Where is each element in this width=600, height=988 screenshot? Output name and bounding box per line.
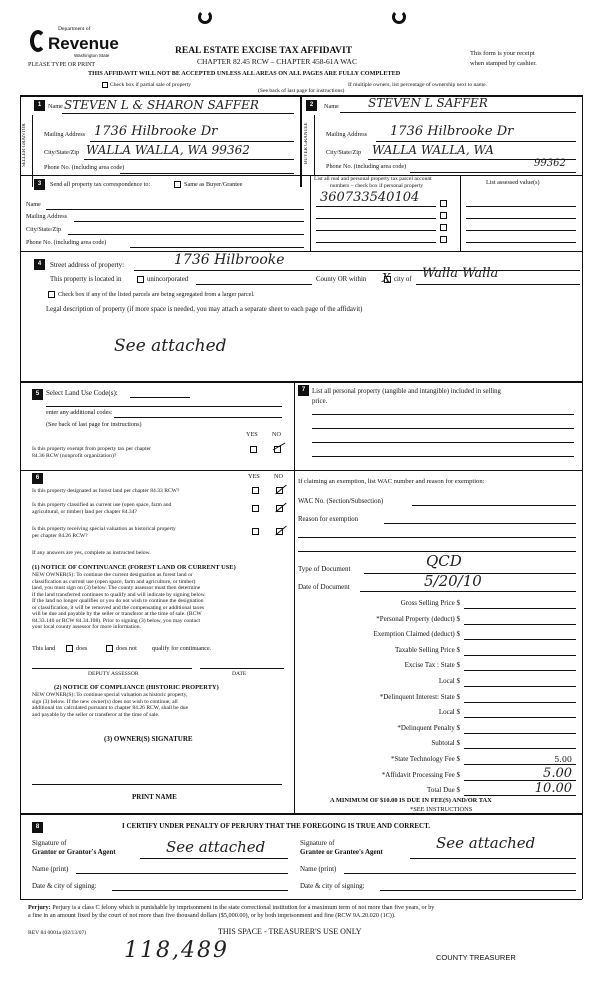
located-in-label: This property is located in xyxy=(50,276,122,283)
tax-row-label: Exemption Claimed (deduct) $ xyxy=(373,630,460,638)
this-land-label: This land xyxy=(32,645,56,652)
buyer-phone-label: Phone No. (including area code) xyxy=(326,163,407,170)
deputy-date-label: DATE xyxy=(232,671,247,677)
street-address-value: 1736 Hilbrooke xyxy=(174,252,285,268)
seller-name-label: Name xyxy=(48,103,63,110)
receipt-note-1: This form is your receipt xyxy=(470,50,535,57)
property-city-value: Walla Walla xyxy=(422,266,499,281)
tax-row-line xyxy=(464,608,576,609)
personal-property-label-2: price. xyxy=(312,398,328,405)
corr-name-label: Name xyxy=(26,201,41,208)
land-use-yes-header: YES xyxy=(246,431,258,438)
parcels-header-2: numbers – check box if personal property xyxy=(330,183,424,189)
same-as-buyer-checkbox[interactable] xyxy=(174,181,181,188)
seller-address-label: Mailing Address xyxy=(44,131,86,138)
assessed-header: List assessed value(s) xyxy=(486,179,540,186)
forest-if-yes: If any answers are yes, complete as instructed below. xyxy=(32,550,151,556)
personal-property-label-1: List all personal property (tangible and intangible) included in selling xyxy=(312,388,501,395)
tax-row-value[interactable]: 5.00 xyxy=(543,766,572,781)
grantor-signature-value: See attached xyxy=(166,838,266,856)
notice-compliance-body xyxy=(32,692,188,718)
does-checkbox[interactable] xyxy=(66,645,73,652)
seller-address-value: 1736 Hilbrooke Dr xyxy=(94,124,218,139)
buyer-address-value: 1736 Hilbrooke Dr xyxy=(390,124,514,139)
owner-signature-label: (3) OWNER(S) SIGNATURE xyxy=(104,735,193,743)
tax-row-line xyxy=(464,748,576,749)
qualify-label: qualify for continuance. xyxy=(152,645,212,652)
city-of-label: city of xyxy=(394,276,412,283)
tax-row-line xyxy=(464,702,576,703)
tax-row-label: *Affidavit Processing Fee $ xyxy=(381,771,460,779)
segregated-checkbox[interactable] xyxy=(48,291,55,298)
notice2-line: and payable by the seller or transferor at the time of sale. xyxy=(32,711,160,718)
grantor-signature-of: Signature of xyxy=(32,839,67,847)
treasurer-space-label: THIS SPACE - TREASURER'S USE ONLY xyxy=(218,927,362,936)
notice1-line: if the land transferred continues to qualify and will indicate by signing below. xyxy=(32,591,206,598)
buyer-side-label: BUYER GRANTEE xyxy=(304,122,309,164)
parcels-header-1: List all real and personal property tax parcel account xyxy=(314,176,432,182)
seller-phone-label: Phone No. (including area code) xyxy=(44,164,125,171)
section-1-badge: 1 xyxy=(34,100,45,111)
parcel-1-checkbox[interactable] xyxy=(440,200,447,207)
segregated-label: Check box if any of the listed parcels are being segregated from a larger parcel. xyxy=(58,291,255,298)
logo-dept-big: Revenue xyxy=(48,34,119,53)
forest-q2-line-2: agricultural, or timber) land per chapter 84.34? xyxy=(32,509,137,515)
grantee-signature-of: Signature of xyxy=(300,839,335,847)
notice2-line: additional tax calculated pursuant to chapter 84.26 RCW, shall be due xyxy=(32,705,189,712)
seller-side-label: SELLER GRANTOR xyxy=(22,123,27,167)
receipt-note-2: when stamped by cashier. xyxy=(470,60,537,67)
does-not-label: does not xyxy=(116,645,137,652)
hole-mark-right xyxy=(392,10,406,24)
section-8-badge: 8 xyxy=(32,822,43,833)
tax-row-label: Total Due $ xyxy=(427,786,460,794)
buyer-name-label: Name xyxy=(324,103,339,110)
wac-number-label: WAC No. (Section/Subsection) xyxy=(298,498,384,505)
document-type-label: Type of Document xyxy=(298,565,351,573)
seller-city-label: City/State/Zip xyxy=(44,149,80,156)
form-subtitle: CHAPTER 82.45 RCW – CHAPTER 458-61A WAC xyxy=(197,57,357,66)
grantee-signature-value: See attached xyxy=(436,834,536,852)
county-or-within-label: County OR within xyxy=(316,276,367,283)
same-as-buyer-label: Same as Buyer/Grantee xyxy=(184,181,243,188)
does-label: does xyxy=(76,645,88,652)
perjury-bold: Perjury: xyxy=(28,904,51,911)
grantor-date-city-label: Date & city of signing: xyxy=(32,882,97,890)
seller-name-value: STEVEN L & SHARON SAFFER xyxy=(64,98,259,112)
city-checkbox-mark: X xyxy=(382,271,391,285)
tax-row-label: Excise Tax : State $ xyxy=(404,661,460,669)
tax-row-line xyxy=(464,624,576,625)
please-type-label: PLEASE TYPE OR PRINT xyxy=(28,62,96,68)
exemption-claim-label: If claiming an exemption, list WAC number and reason for exemption: xyxy=(298,478,485,485)
legal-description-label: Legal description of property (if more space is needed, you may attach a separate sheet to each page of the affidavit) xyxy=(46,306,363,313)
handwritten-number: 118,489 xyxy=(124,938,229,963)
additional-codes-label: enter any additional codes: xyxy=(46,409,113,416)
print-name-label: PRINT NAME xyxy=(132,793,177,801)
corr-city-label: City/State/Zip xyxy=(26,226,62,233)
parcel-4-checkbox[interactable] xyxy=(440,236,447,243)
tax-row-label: Gross Selling Price $ xyxy=(400,599,460,607)
form-number: REV 84 0001a (02/13/07) xyxy=(28,930,87,936)
partial-sale-checkbox[interactable] xyxy=(102,82,108,88)
land-use-see-back: (See back of last page for instructions) xyxy=(46,421,142,428)
logo-swoosh-icon xyxy=(30,30,46,52)
tax-row-label: Taxable Selling Price $ xyxy=(394,646,460,654)
forest-q2-yes-checkbox[interactable] xyxy=(252,505,259,512)
tax-row-label: Subtotal $ xyxy=(431,739,460,747)
tax-row-line xyxy=(464,686,576,687)
forest-no-header: NO xyxy=(274,473,283,480)
section-6-badge: 6 xyxy=(32,473,43,484)
grantee-agent-label: Grantee or Grantee's Agent xyxy=(300,848,383,856)
notice1-line: NEW OWNER(S): To continue the current designation as forest land or xyxy=(32,572,193,578)
section-2-badge: 2 xyxy=(306,100,317,111)
tax-row-label: *Delinquent Interest: State $ xyxy=(379,693,460,701)
tax-row-value[interactable]: 10.00 xyxy=(534,781,572,796)
land-use-no-header: NO xyxy=(272,431,281,438)
forest-q3-yes-checkbox[interactable] xyxy=(252,528,259,535)
notice2-line: NEW OWNER(S): To continue special valuation as historic property, xyxy=(32,692,188,698)
logo-state: Washington State xyxy=(74,53,110,58)
hole-mark-left xyxy=(198,10,212,24)
notice1-line: or classification, it will be removed and the compensating or additional taxes xyxy=(32,604,205,611)
tax-row-label: *Personal Property (deduct) $ xyxy=(376,615,460,623)
multiple-owners-note: If multiple owners, list percentage of ownership next to name. xyxy=(348,82,488,88)
unincorporated-label: unincorporated xyxy=(147,276,189,283)
grantor-name-print-label: Name (print) xyxy=(32,865,69,873)
does-not-checkbox[interactable] xyxy=(106,645,113,652)
send-correspondence-label: Send all property tax correspondence to: xyxy=(50,181,151,188)
legal-description-value: See attached xyxy=(114,336,227,356)
document-date-label: Date of Document xyxy=(298,583,350,591)
see-instructions-note: *SEE INSTRUCTIONS xyxy=(410,806,473,813)
perjury-line-2: a fine in an amount fixed by the court of not more than five thousand dollars ($5,000.00), or by both imprisonment and fine (RCW 9A.20.020 (1C)). xyxy=(28,912,396,919)
section-5-badge: 5 xyxy=(32,389,43,400)
perjury-line-1 xyxy=(28,905,434,912)
revenue-logo xyxy=(30,24,120,64)
section-3-badge: 3 xyxy=(34,179,45,190)
forest-q3-line-2: per chapter 84.26 RCW? xyxy=(32,533,88,539)
tax-row-line xyxy=(464,717,576,718)
grantee-date-city-label: Date & city of signing: xyxy=(300,882,365,890)
buyer-name-value: STEVEN L SAFFER xyxy=(368,96,488,110)
notice-continuance-title: (1) NOTICE OF CONTINUANCE (FOREST LAND OR CURRENT USE) xyxy=(32,564,236,571)
tax-row-line xyxy=(464,655,576,656)
exempt-question-line-2: 84.36 RCW (nonprofit organization)? xyxy=(32,453,117,459)
notice1-line: 84.33.140 or RCW 84.34.108). Prior to signing (3) below, you may contact xyxy=(32,617,201,624)
land-use-label: Select Land Use Code(s): xyxy=(46,389,118,397)
exempt-question-line-1: Is this property exempt from property tax per chapter xyxy=(32,446,151,452)
notice1-line: will be due and payable by the seller or transferor at the time of sale. (RCW xyxy=(32,611,202,618)
section-4-badge: 4 xyxy=(34,259,45,270)
forest-q3-line-1: Is this property receiving special valuation as historical property xyxy=(32,526,176,532)
forest-q1-yes-checkbox[interactable] xyxy=(252,487,259,494)
grantor-agent-label: Grantor or Grantor's Agent xyxy=(32,848,116,856)
county-treasurer-label: COUNTY TREASURER xyxy=(436,953,516,962)
reason-exemption-label: Reason for exemption xyxy=(298,516,359,523)
notice2-line: sign (3) below. If the new owner(s) does not wish to continue, all xyxy=(32,698,178,705)
tax-row-label: *State Technology Fee $ xyxy=(390,755,460,763)
tax-row-line xyxy=(464,639,576,640)
see-back-note: (See back of last page for instructions) xyxy=(258,88,345,94)
form-title: REAL ESTATE EXCISE TAX AFFIDAVIT xyxy=(175,46,353,56)
buyer-address-label: Mailing Address xyxy=(326,131,368,138)
warning-text: THIS AFFIDAVIT WILL NOT BE ACCEPTED UNLESS ALL AREAS ON ALL PAGES ARE FULLY COMPLETED xyxy=(88,70,401,77)
tax-row-line xyxy=(464,733,576,734)
document-type-value: QCD xyxy=(426,552,462,570)
notice1-line: If the land no longer qualifies or you do not wish to continue the designation xyxy=(32,598,204,605)
parcel-3-checkbox[interactable] xyxy=(440,224,447,231)
parcel-number-value: 360733540104 xyxy=(320,190,420,205)
partial-sale-label: Check box if partial sale of property xyxy=(110,82,192,88)
perjury-text-1: Perjury is a class C felony which is punishable by imprisonment in the state correctional institution for a maximum term of not more than five years, or by xyxy=(52,904,435,911)
grantee-name-print-label: Name (print) xyxy=(300,865,337,873)
tax-row-line xyxy=(464,670,576,671)
notice1-line: your local county assessor for more information. xyxy=(32,624,141,631)
corr-address-label: Mailing Address xyxy=(26,213,68,220)
certify-text: I CERTIFY UNDER PENALTY OF PERJURY THAT THE FOREGOING IS TRUE AND CORRECT. xyxy=(122,822,431,830)
forest-q2-line-1: Is this property classified as current use (open space, farm and xyxy=(32,502,172,508)
exempt-yes-checkbox[interactable] xyxy=(250,446,257,453)
notice1-line: land, you must sign on (3) below. The county assessor must then determine xyxy=(32,585,201,592)
forest-yes-header: YES xyxy=(248,473,260,480)
notice-compliance-title: (2) NOTICE OF COMPLIANCE (HISTORIC PROPERTY) xyxy=(54,684,219,691)
tax-row-value[interactable]: 5.00 xyxy=(554,755,572,764)
section-7-badge: 7 xyxy=(298,385,309,396)
minimum-due-note: A MINIMUM OF $10.00 IS DUE IN FEE(S) AND/OR TAX xyxy=(330,797,492,804)
parcel-2-checkbox[interactable] xyxy=(440,212,447,219)
tax-row-label: *Delinquent Penalty $ xyxy=(397,724,460,732)
logo-dept-small: Department of xyxy=(58,26,91,32)
forest-q1: Is this property designated as forest land per chapter 84.33 RCW? xyxy=(32,488,180,494)
buyer-city-value: WALLA WALLA, WA xyxy=(372,143,494,157)
unincorporated-checkbox[interactable] xyxy=(137,276,144,283)
tax-row-label: Local $ xyxy=(438,708,460,716)
seller-city-value: WALLA WALLA, WA 99362 xyxy=(86,143,250,157)
deputy-assessor-label: DEPUTY ASSESSOR xyxy=(88,671,139,677)
notice-continuance-body xyxy=(32,572,206,631)
tax-row-label: Local $ xyxy=(438,677,460,685)
tax-row-line xyxy=(464,764,576,765)
street-address-label: Street address of property: xyxy=(50,261,125,269)
notice1-line: classification as current use (open space, farm and agriculture, or timber) xyxy=(32,578,196,585)
buyer-city-label: City/State/Zip xyxy=(326,149,362,156)
buyer-phone-value: 99362 xyxy=(534,158,566,169)
corr-phone-label: Phone No. (including area code) xyxy=(26,239,107,246)
document-date-value: 5/20/10 xyxy=(424,572,482,590)
